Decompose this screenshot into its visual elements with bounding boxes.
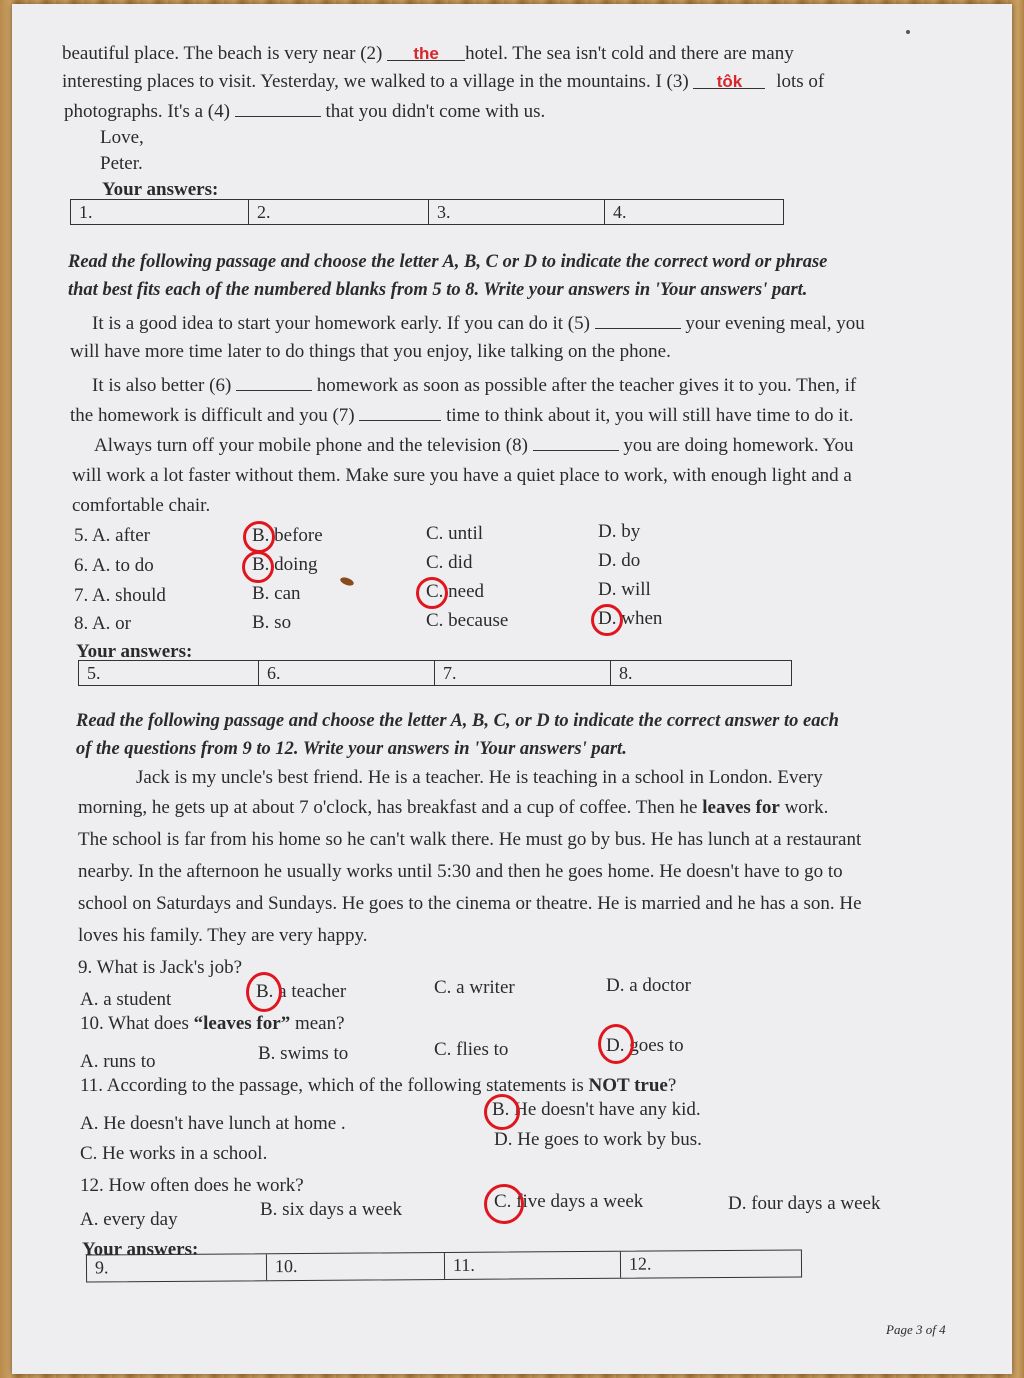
section-3-instruction: of the questions from 9 to 12. Write your answers in 'Your answers' part.	[76, 739, 627, 759]
passage-line: It is a good idea to start your homework early. If you can do it (5) your evening meal, you	[92, 310, 865, 336]
passage-line: The school is far from his home so he can't walk there. He must go by bus. He has lunch at a restaurant	[78, 829, 862, 850]
answer-cell[interactable]: 2.	[249, 200, 429, 224]
option-7a[interactable]: 7. A. should	[74, 585, 166, 606]
answer-table-3	[86, 1250, 802, 1283]
answer-cell[interactable]: 4.	[613, 202, 627, 222]
passage-line: will work a lot faster without them. Make sure you have a quiet place to work, with enough light and a	[72, 465, 852, 486]
option-9d[interactable]: D. a doctor	[606, 975, 691, 996]
question-12: 12. How often does he work?	[80, 1175, 304, 1196]
handwritten-answer-2: the	[413, 44, 439, 63]
passage-line: beautiful place. The beach is very near (2) the hotel. The sea isn't cold and there are many	[62, 43, 794, 64]
answer-table-2	[78, 660, 792, 686]
selection-circle	[591, 604, 623, 636]
option-7b[interactable]: B. can	[252, 583, 301, 604]
page-number: Page 3 of 4	[886, 1322, 946, 1337]
option-10c[interactable]: C. flies to	[434, 1039, 509, 1060]
passage-line: loves his family. They are very happy.	[78, 925, 368, 946]
question-9: 9. What is Jack's job?	[78, 957, 243, 978]
option-12b[interactable]: B. six days a week	[260, 1199, 402, 1220]
letter-signature: Peter.	[100, 153, 143, 174]
option-11c[interactable]: C. He works in a school.	[80, 1143, 268, 1164]
option-6d[interactable]: D. do	[598, 550, 641, 571]
answers-label: Your answers:	[102, 179, 219, 200]
section-2-instruction: that best fits each of the numbered blanks from 5 to 8. Write your answers in 'Your answers' part.	[68, 280, 808, 300]
answer-table-1	[70, 199, 784, 225]
passage-line: Jack is my uncle's best friend. He is a teacher. He is teaching in a school in London. Every	[136, 767, 823, 788]
option-6b[interactable]: B. doing	[252, 554, 318, 575]
option-6c[interactable]: C. did	[426, 552, 473, 573]
answer-cell[interactable]: 6.	[259, 661, 435, 685]
option-11b[interactable]: B. He doesn't have any kid.	[492, 1099, 701, 1120]
option-8c[interactable]: C. because	[426, 610, 509, 631]
handwritten-answer-3: tôk	[716, 72, 743, 91]
section-3-instruction: Read the following passage and choose the letter A, B, C, or D to indicate the correct answer to each	[76, 711, 839, 731]
option-10b[interactable]: B. swims to	[258, 1043, 349, 1064]
option-5c[interactable]: C. until	[426, 523, 484, 544]
letter-closing: Love,	[100, 127, 144, 148]
option-12d[interactable]: D. four days a week	[728, 1193, 881, 1214]
option-12a[interactable]: A. every day	[80, 1209, 178, 1230]
selection-circle	[246, 972, 282, 1012]
selection-circle	[484, 1094, 520, 1130]
passage-line: the homework is difficult and you (7) time to think about it, you will still have time to do it.	[70, 402, 854, 428]
option-11d[interactable]: D. He goes to work by bus.	[494, 1129, 702, 1150]
option-9a[interactable]: A. a student	[80, 989, 172, 1010]
answer-cell[interactable]: 3.	[429, 200, 605, 224]
answer-cell[interactable]: 9.	[87, 1254, 267, 1281]
option-5d[interactable]: D. by	[598, 521, 641, 542]
question-10: 10. What does “leaves for” mean?	[80, 1013, 345, 1034]
option-8b[interactable]: B. so	[252, 612, 292, 633]
answer-cell[interactable]: 12.	[628, 1253, 652, 1274]
option-10d[interactable]: D. goes to	[606, 1035, 684, 1056]
option-10a[interactable]: A. runs to	[80, 1051, 156, 1072]
selection-circle	[416, 577, 448, 609]
answer-cell[interactable]: 1.	[71, 200, 249, 224]
option-12c[interactable]: C. five days a week	[494, 1191, 644, 1212]
option-11a[interactable]: A. He doesn't have lunch at home .	[80, 1113, 346, 1134]
option-9b[interactable]: B. a teacher	[256, 981, 347, 1002]
answer-cell[interactable]: 5.	[79, 661, 259, 685]
option-7c[interactable]: C. need	[426, 581, 485, 602]
speck	[906, 30, 910, 34]
answers-label: Your answers:	[76, 641, 193, 662]
option-5a[interactable]: 5. A. after	[74, 525, 150, 546]
option-8d[interactable]: D. when	[598, 608, 663, 629]
passage-line: will have more time later to do things that you enjoy, like talking on the phone.	[70, 341, 671, 362]
passage-line: school on Saturdays and Sundays. He goes to the cinema or theatre. He is married and he has a son. He	[78, 893, 862, 914]
selection-circle	[484, 1184, 524, 1224]
answers-label: Your answers:	[82, 1239, 199, 1260]
passage-line: photographs. It's a (4) that you didn't come with us.	[64, 98, 545, 124]
passage-line: Always turn off your mobile phone and the television (8) you are doing homework. You	[94, 432, 854, 458]
passage-line: It is also better (6) homework as soon as possible after the teacher gives it to you. Then, if	[92, 372, 856, 398]
answer-cell[interactable]: 8.	[619, 663, 633, 683]
answer-cell[interactable]: 7.	[435, 661, 611, 685]
exam-page	[12, 4, 1012, 1374]
selection-circle	[242, 551, 274, 583]
answer-cell[interactable]: 10.	[267, 1253, 445, 1280]
option-6a[interactable]: 6. A. to do	[74, 555, 154, 576]
ink-smudge	[339, 576, 355, 587]
passage-line: interesting places to visit. Yesterday, we walked to a village in the mountains. I (3) tôk lots of	[62, 71, 825, 92]
selection-circle	[243, 521, 275, 553]
passage-line: nearby. In the afternoon he usually works until 5:30 and then he goes home. He doesn't have to go to	[78, 861, 843, 882]
answer-cell[interactable]: 11.	[445, 1252, 621, 1279]
option-8a[interactable]: 8. A. or	[74, 613, 131, 634]
option-7d[interactable]: D. will	[598, 579, 651, 600]
section-2-instruction: Read the following passage and choose the letter A, B, C or D to indicate the correct word or phrase	[68, 252, 828, 272]
question-11: 11. According to the passage, which of the following statements is NOT true?	[80, 1075, 677, 1096]
selection-circle	[598, 1024, 634, 1064]
option-5b[interactable]: B. before	[252, 525, 323, 546]
option-9c[interactable]: C. a writer	[434, 977, 515, 998]
passage-line: comfortable chair.	[72, 495, 211, 516]
passage-line: morning, he gets up at about 7 o'clock, has breakfast and a cup of coffee. Then he leaves for work.	[78, 797, 829, 818]
